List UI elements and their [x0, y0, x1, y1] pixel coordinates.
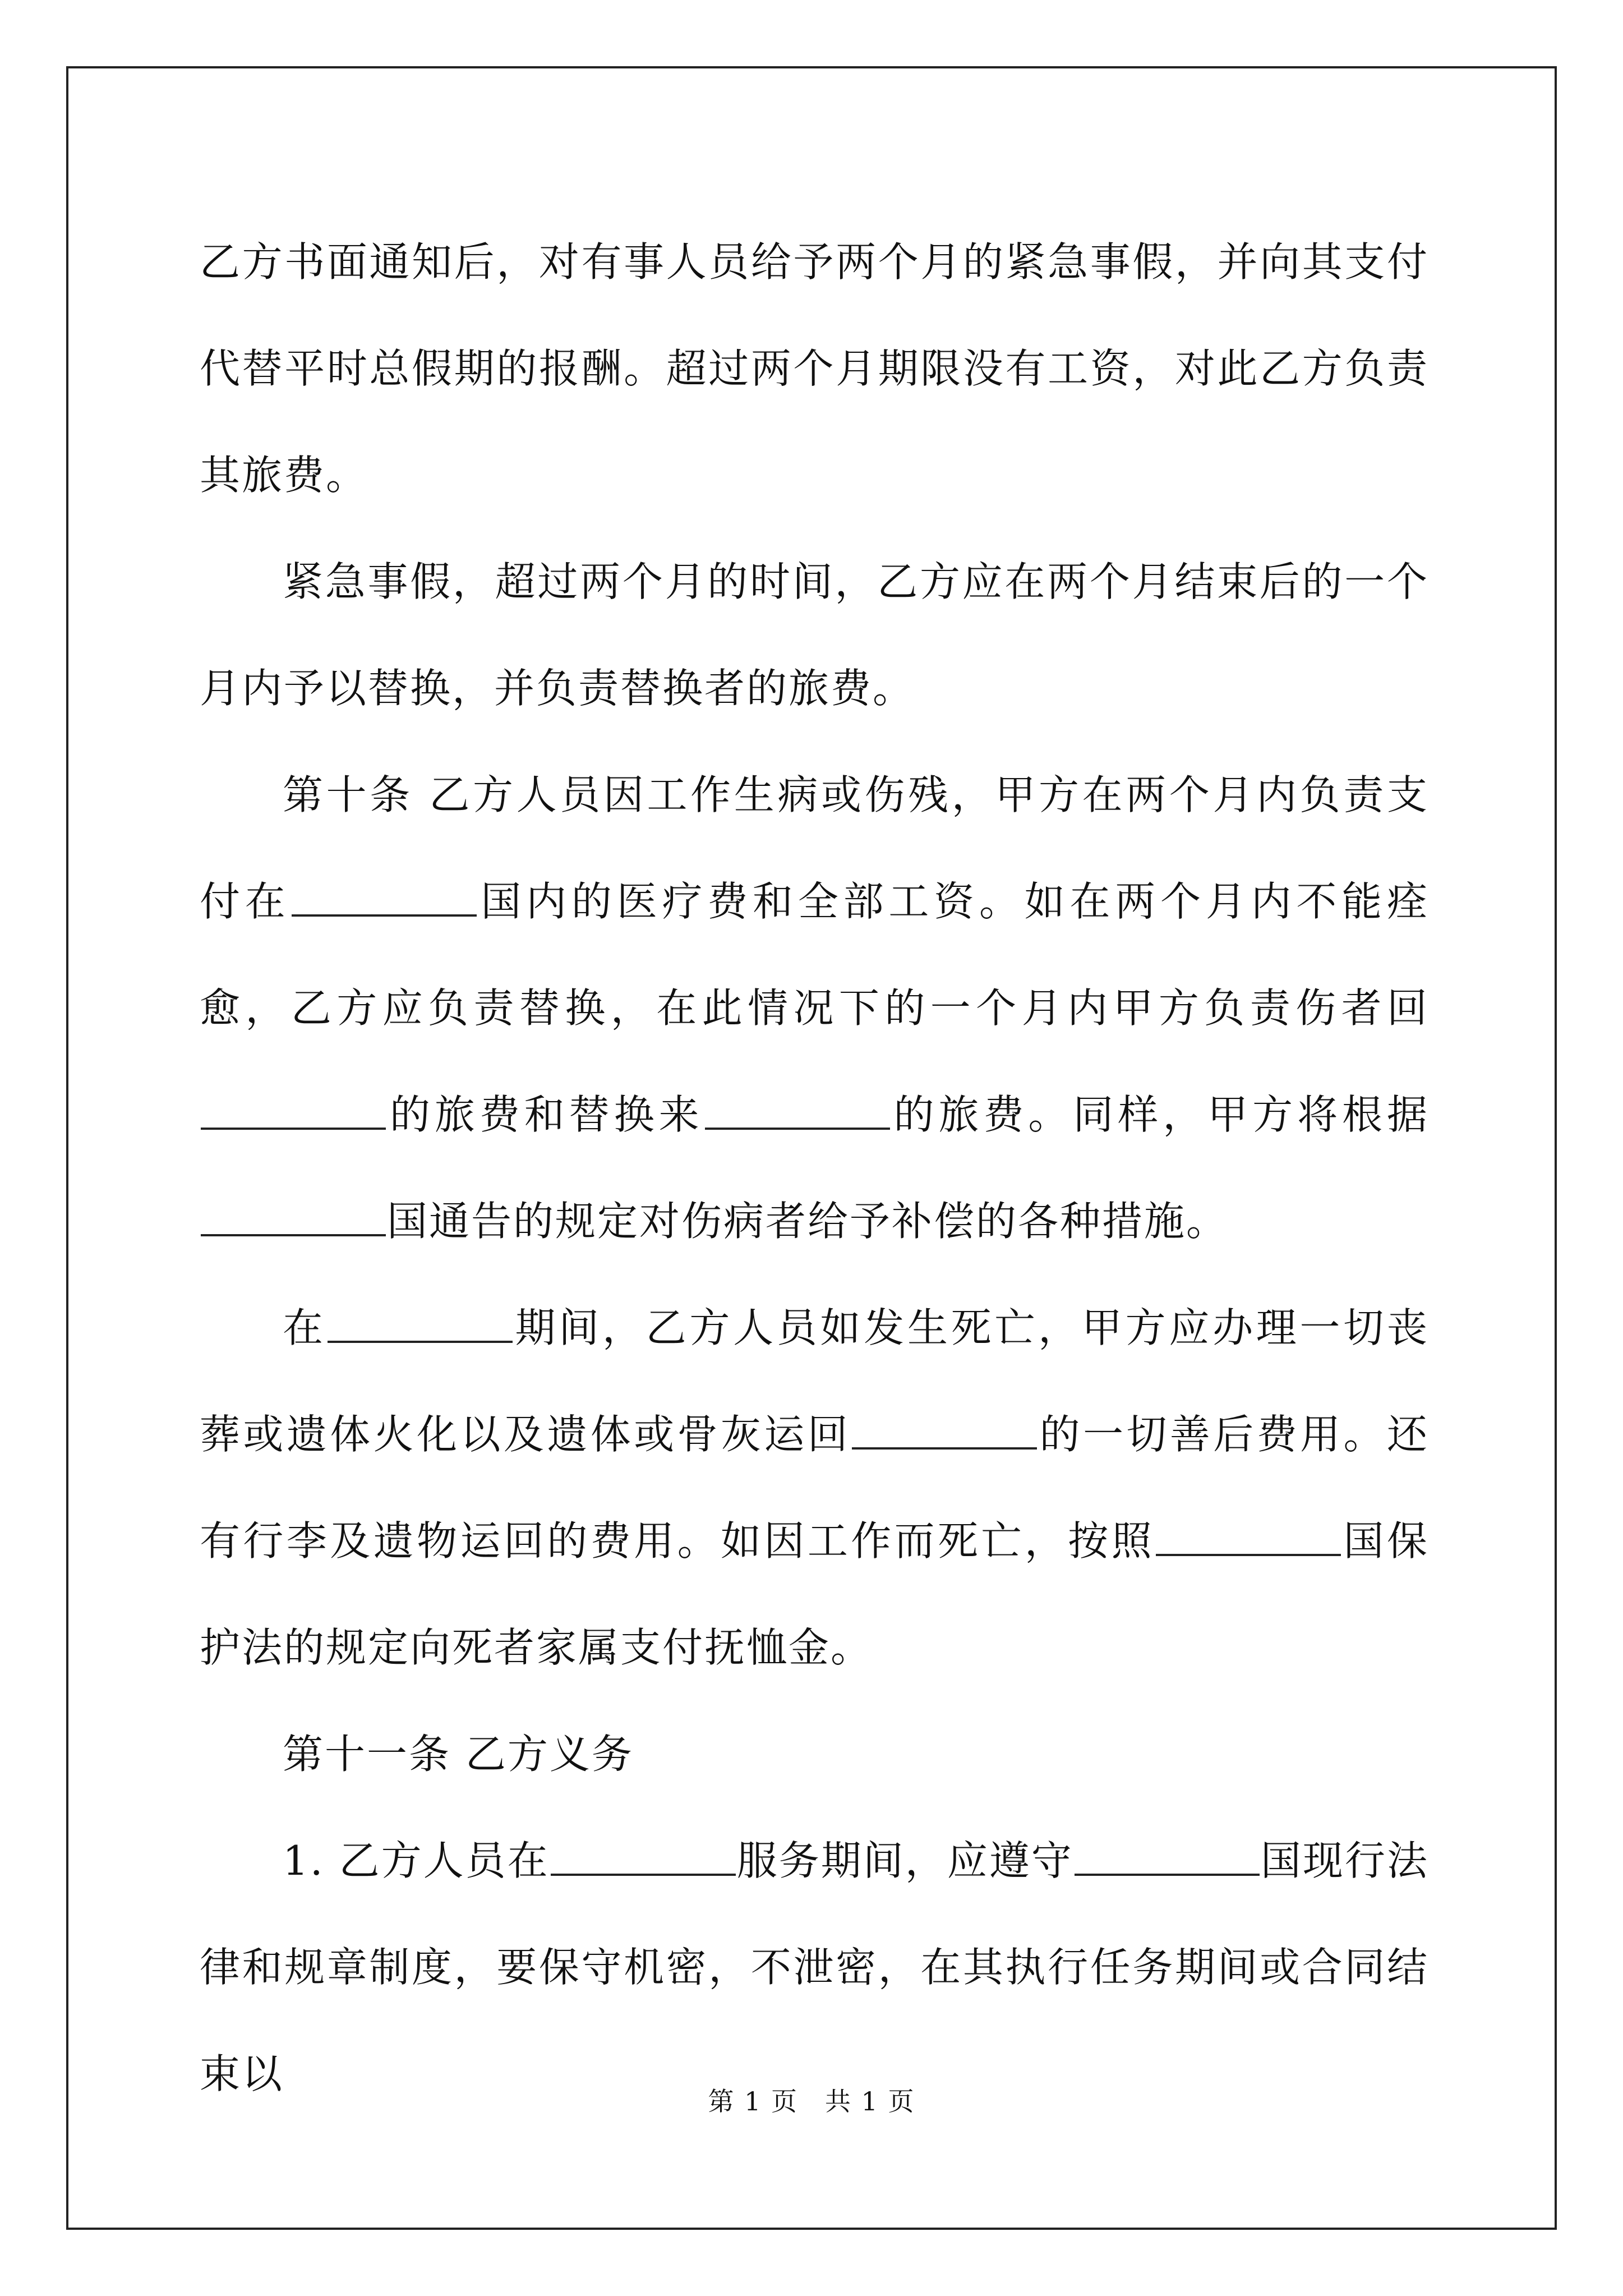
paragraph-article-10 [200, 742, 1429, 1274]
article-10-part-b: 国内的医疗费和全部工资。如在两个月内不能痊愈，乙方应负责替换，在此情况下的一个月内甲方负责伤者回 [200, 878, 1429, 1032]
death-part-d: 国保护法的规定向死者家属支付抚恤金。 [200, 1517, 1429, 1671]
blank-line [551, 1833, 736, 1876]
paragraph-emergency-leave-pay: 乙方书面通知后，对有事人员给予两个月的紧急事假，并向其支付代替平时总假期的报酬。超过两个月期限没有工资，对此乙方负责其旅费。 [200, 238, 1429, 499]
death-part-b: 期间，乙方人员如发生死亡，甲方应办理一切丧葬或遗体火化以及遗体或骨灰运回 [200, 1304, 1429, 1458]
blank-line [852, 1407, 1037, 1450]
paragraph-emergency-leave-replacement: 紧急事假，超过两个月的时间，乙方应在两个月结束后的一个月内予以替换，并负责替换者的旅费。 [200, 558, 1429, 712]
obligation-1-part-b: 服务期间，应遵守 [736, 1837, 1073, 1884]
paragraph-death-provisions [200, 1274, 1429, 1701]
article-10-part-a: 第十条 乙方人员因工作生病或伤残，甲方在两个月内负责支付在 [200, 771, 1429, 925]
death-part-c: 的一切善后费用。还有行李及遗物运回的费用。如因工作而死亡，按照 [200, 1411, 1429, 1565]
obligation-1-part-c: 国现行法律和规章制度，要保守机密，不泄密，在其执行任务期间或合同结束以 [200, 1837, 1429, 2097]
blank-line [201, 1087, 386, 1130]
blank-line [328, 1300, 513, 1343]
obligation-1-part-a: 1. 乙方人员在 [283, 1837, 550, 1884]
paragraph-obligation-1 [200, 1807, 1429, 2127]
article-11-heading: 第十一条 乙方义务 [283, 1731, 634, 1778]
article-10-part-d: 的旅费。同样，甲方将根据 [891, 1091, 1429, 1138]
blank-line [292, 874, 477, 917]
document-body [200, 209, 1429, 2127]
article-10-part-c: 的旅费和替换来 [387, 1091, 704, 1138]
blank-line [1075, 1833, 1260, 1876]
blank-line [1156, 1513, 1341, 1556]
page-footer: 第 1 页 共 1 页 [708, 2086, 915, 2116]
blank-line [201, 1194, 386, 1236]
article-10-part-e: 国通告的规定对伤病者给予补偿的各种措施。 [387, 1198, 1229, 1245]
death-part-a: 在 [283, 1304, 326, 1351]
blank-line [705, 1087, 890, 1130]
